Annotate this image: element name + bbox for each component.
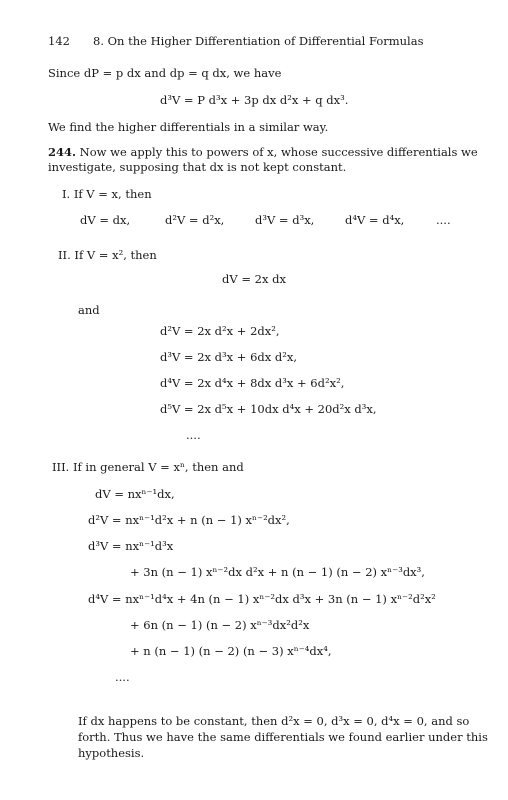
final-paragraph-line-1: If dx happens to be constant, then d²x = 0, d³x = 0, d⁴x = 0, and so	[78, 714, 470, 728]
case-2-label: II. If V = x², then	[58, 248, 157, 262]
final-paragraph-line-2: forth. Thus we have the same differentials we found earlier under this	[78, 730, 488, 744]
section-number: 244.	[48, 145, 77, 159]
case-3-eq-4: + 3n (n − 1) xⁿ⁻²dx d²x + n (n − 1) (n − 2) xⁿ⁻³dx³,	[130, 565, 425, 579]
case-1-ellipsis: ....	[436, 213, 451, 227]
page-number: 142	[48, 34, 70, 48]
case-1-eq-3: d³V = d³x,	[255, 213, 315, 227]
case-1-eq-2: d²V = d²x,	[165, 213, 225, 227]
case-1-label: I. If V = x, then	[62, 187, 152, 201]
higher-differentials-line: We find the higher differentials in a similar way.	[48, 120, 329, 134]
since-line: Since dP = p dx and dp = q dx, we have	[48, 66, 282, 80]
equation-d3v: d³V = P d³x + 3p dx d²x + q dx³.	[160, 93, 349, 107]
section-244-line-1	[48, 145, 478, 159]
case-3-ellipsis: ....	[115, 670, 130, 684]
case-3-eq-6: + 6n (n − 1) (n − 2) xⁿ⁻³dx²d²x	[130, 618, 310, 632]
case-3-eq-7: + n (n − 1) (n − 2) (n − 3) xⁿ⁻⁴dx⁴,	[130, 644, 332, 658]
case-3-eq-5: d⁴V = nxⁿ⁻¹d⁴x + 4n (n − 1) xⁿ⁻²dx d³x + 3n (n − 1) xⁿ⁻²d²x²	[88, 592, 436, 606]
case-2-eq-4: d⁵V = 2x d⁵x + 10dx d⁴x + 20d²x d³x,	[160, 402, 377, 416]
running-title: 8. On the Higher Differentiation of Differential Formulas	[93, 34, 424, 48]
final-paragraph-line-3: hypothesis.	[78, 746, 145, 760]
case-3-eq-2: d²V = nxⁿ⁻¹d²x + n (n − 1) xⁿ⁻²dx²,	[88, 513, 290, 527]
case-2-eq-3: d⁴V = 2x d⁴x + 8dx d³x + 6d²x²,	[160, 376, 345, 390]
section-text: Now we apply this to powers of x, whose successive differentials we	[79, 145, 478, 159]
case-3-eq-1: dV = nxⁿ⁻¹dx,	[95, 487, 175, 501]
and-word: and	[78, 303, 100, 317]
case-3-eq-3: d³V = nxⁿ⁻¹d³x	[88, 539, 174, 553]
case-1-eq-4: d⁴V = d⁴x,	[345, 213, 405, 227]
case-2-ellipsis: ....	[186, 428, 201, 442]
case-2-eq-2: d³V = 2x d³x + 6dx d²x,	[160, 350, 298, 364]
section-244-line-2: investigate, supposing that dx is not kept constant.	[48, 160, 347, 174]
case-2-eq-1: d²V = 2x d²x + 2dx²,	[160, 324, 280, 338]
case-3-label: III. If in general V = xⁿ, then and	[52, 460, 244, 474]
case-1-eq-1: dV = dx,	[80, 213, 131, 227]
case-2-dv: dV = 2x dx	[222, 272, 286, 286]
